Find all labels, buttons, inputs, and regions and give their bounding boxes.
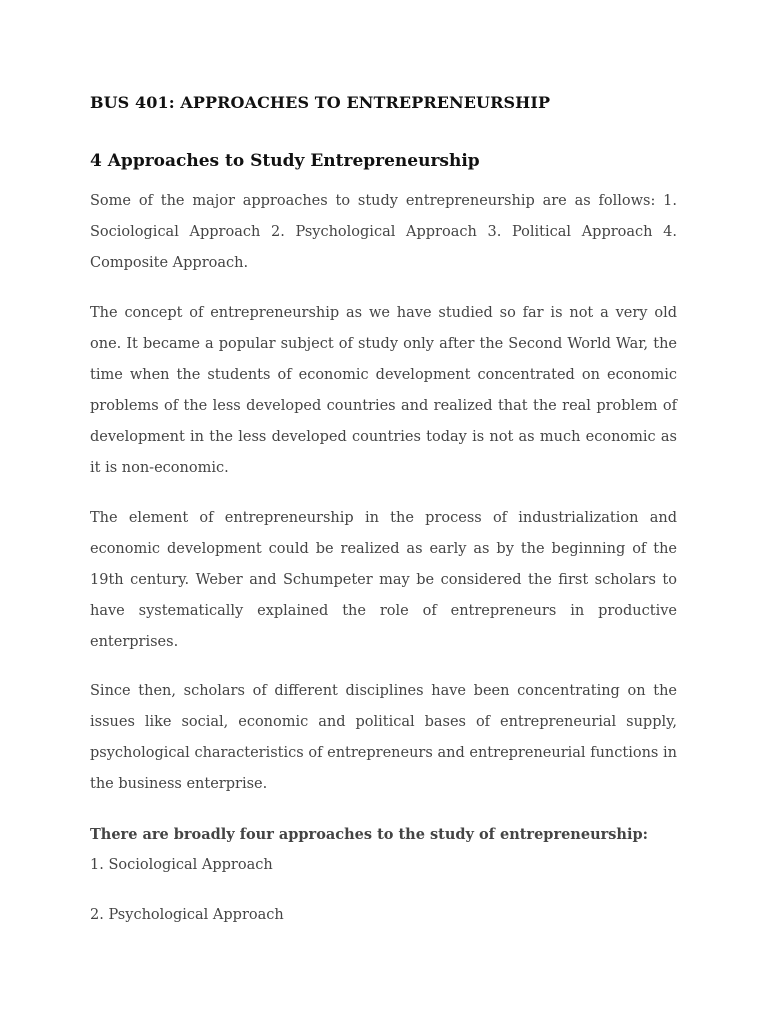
paragraph-industrialization: The element of entrepreneurship in the process of industrialization and economic development could be realized as early as by the beginning of the 19th century. Weber and Schumpeter may be considered the first scholars to have systematically explained the role of entrepreneurs in productive enterprises. (90, 510, 677, 650)
paragraph-scholars: Since then, scholars of different disciplines have been concentrating on the issues like social, economic and political bases of entrepreneurial supply, psychological characteristics of entrepreneurs and entrepreneurial functions in the business enterprise. (90, 683, 677, 792)
paragraph-concept-history: The concept of entrepreneurship as we have studied so far is not a very old one. It became a popular subject of study only after the Second World War, the time when the students of economic development concentrated on economic problems of the less developed countries and realized that the real problem of development in the less developed countries today is not as much economic as it is non-economic. (90, 305, 677, 476)
list-item-sociological: 1. Sociological Approach (90, 857, 273, 873)
section-heading: 4 Approaches to Study Entrepreneurship (90, 151, 480, 171)
paragraph-approaches-list: Some of the major approaches to study entrepreneurship are as follows: 1. Sociological Approach 2. Psychological Approach 3. Political Approach 4. Composite Approach. (90, 193, 677, 271)
list-item-psychological: 2. Psychological Approach (90, 907, 284, 923)
document-title: BUS 401: APPROACHES TO ENTREPRENEURSHIP (90, 93, 551, 112)
lead-sentence: There are broadly four approaches to the study of entrepreneurship: (90, 826, 648, 843)
